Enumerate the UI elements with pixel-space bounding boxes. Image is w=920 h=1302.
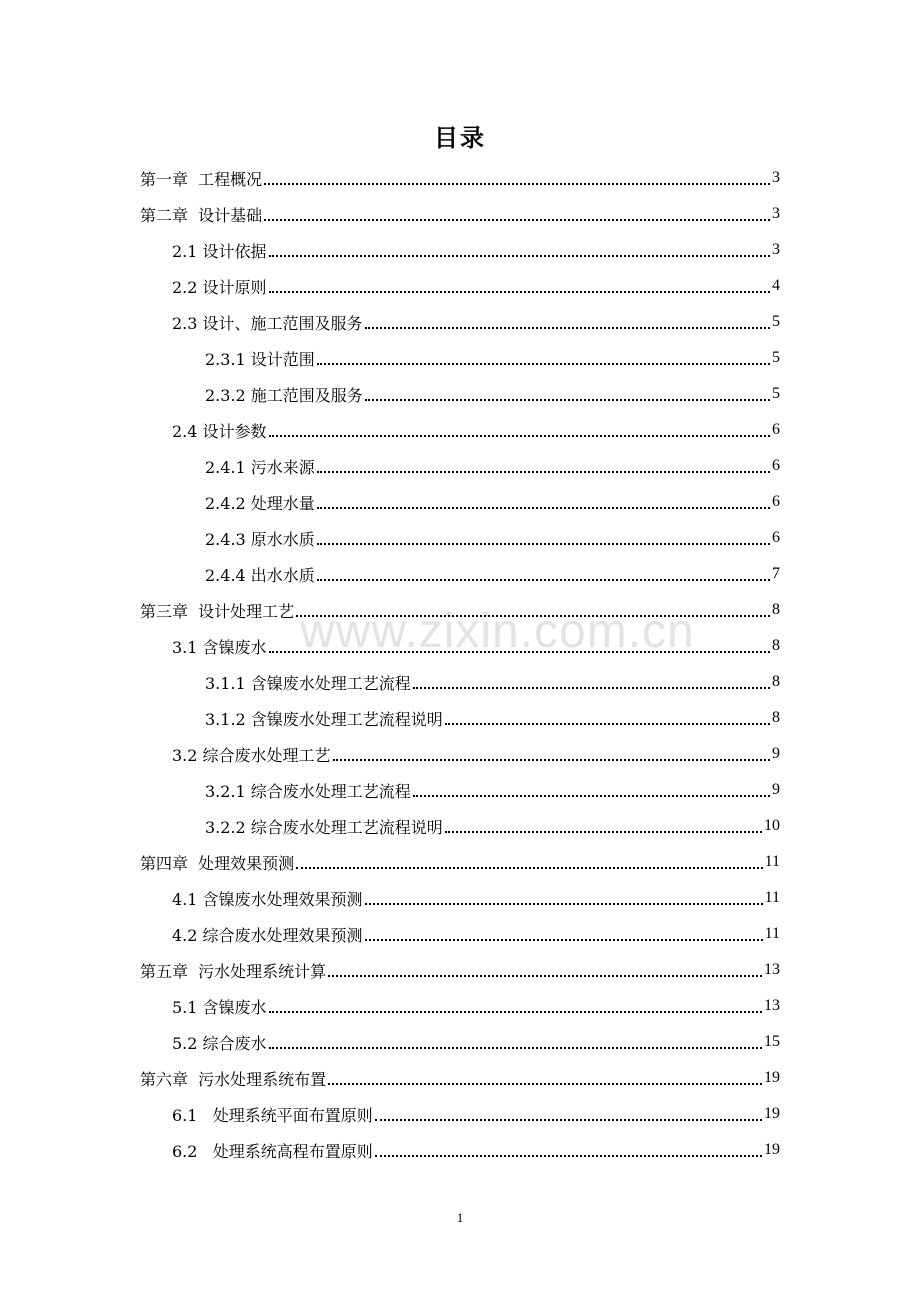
toc-leader <box>375 1155 762 1157</box>
toc-entry[interactable] <box>205 664 780 700</box>
toc-page-number: 6 <box>772 529 780 546</box>
toc-page-number: 8 <box>772 637 780 654</box>
toc-entry[interactable] <box>140 160 780 196</box>
toc-entry-label: 5.2 综合废水 <box>172 1033 267 1053</box>
toc-page-number: 15 <box>764 1033 780 1050</box>
toc-leader <box>269 1011 762 1013</box>
toc-page-number: 4 <box>772 277 780 294</box>
toc-entry[interactable] <box>172 1024 780 1060</box>
toc-entry-label: 2.4.3 原水水质 <box>205 529 315 549</box>
toc-entry[interactable] <box>172 1132 780 1168</box>
toc-leader <box>365 399 770 401</box>
toc-page-number: 5 <box>772 349 780 366</box>
toc-entry[interactable] <box>172 412 780 448</box>
toc-entry[interactable] <box>205 772 780 808</box>
toc-entry[interactable] <box>205 556 780 592</box>
page-number: 1 <box>456 1210 464 1225</box>
toc-leader <box>365 939 763 941</box>
toc-entry[interactable] <box>172 304 780 340</box>
toc-page-number: 9 <box>772 781 780 798</box>
toc-page-number: 11 <box>764 853 780 870</box>
toc-entry[interactable] <box>205 376 780 412</box>
toc-entry-label: 3.2.2 综合废水处理工艺流程说明 <box>205 817 443 837</box>
toc-page-number: 10 <box>764 817 780 834</box>
toc-entry-label: 3.1 含镍废水 <box>172 637 267 657</box>
toc-leader <box>317 507 770 509</box>
toc-page-number: 7 <box>772 565 780 582</box>
toc-entry[interactable] <box>205 808 780 844</box>
toc-entry-label: 2.1 设计依据 <box>172 241 267 261</box>
toc-leader <box>333 759 770 761</box>
toc-entry[interactable] <box>140 1060 780 1096</box>
toc-leader <box>328 975 762 977</box>
toc-entry-label: 2.4.1 污水来源 <box>205 457 315 477</box>
toc-entry-label: 2.4.2 处理水量 <box>205 493 315 513</box>
toc-entry[interactable] <box>172 268 780 304</box>
toc-entry-label: 2.3.1 设计范围 <box>205 349 315 369</box>
toc-entry[interactable] <box>172 628 780 664</box>
toc-page-number: 11 <box>764 889 780 906</box>
toc-entry[interactable] <box>172 988 780 1024</box>
toc-leader <box>296 615 770 617</box>
toc-entry[interactable] <box>205 340 780 376</box>
toc-entry[interactable] <box>205 700 780 736</box>
toc-page-number: 8 <box>772 709 780 726</box>
toc-leader <box>328 1083 762 1085</box>
toc-leader <box>317 471 770 473</box>
toc-page-number: 8 <box>772 601 780 618</box>
toc-entry-label: 第六章 污水处理系统布置 <box>140 1069 327 1089</box>
toc-entry-label: 4.2 综合废水处理效果预测 <box>172 925 363 945</box>
toc-page-number: 11 <box>764 925 780 942</box>
toc-entry[interactable] <box>205 484 780 520</box>
toc-entry-label: 3.1.1 含镍废水处理工艺流程 <box>205 673 411 693</box>
toc-entry[interactable] <box>205 448 780 484</box>
toc-entry[interactable] <box>140 196 780 232</box>
page-title: 目录 <box>434 123 486 152</box>
toc-page-number: 19 <box>764 1069 780 1086</box>
toc-entry-label: 6.2 处理系统高程布置原则 <box>172 1141 373 1161</box>
toc-leader <box>413 795 770 797</box>
toc-leader <box>365 327 770 329</box>
toc-leader <box>269 1047 762 1049</box>
toc-entry-label: 3.2 综合废水处理工艺 <box>172 745 331 765</box>
toc-leader <box>269 291 770 293</box>
toc-entry-label: 6.1 处理系统平面布置原则 <box>172 1105 373 1125</box>
toc-entry-label: 第三章 设计处理工艺 <box>140 601 295 621</box>
toc-page-number: 3 <box>772 241 780 258</box>
toc-leader <box>269 435 770 437</box>
toc-page-number: 13 <box>764 997 780 1014</box>
toc-page-number: 6 <box>772 457 780 474</box>
toc-leader <box>445 723 770 725</box>
toc-page-number: 8 <box>772 673 780 690</box>
toc-page-number: 3 <box>772 205 780 222</box>
toc-page-number: 19 <box>764 1141 780 1158</box>
toc-page-number: 19 <box>764 1105 780 1122</box>
toc-leader <box>375 1119 762 1121</box>
toc-entry-label: 3.1.2 含镍废水处理工艺流程说明 <box>205 709 443 729</box>
toc-entry-label: 5.1 含镍废水 <box>172 997 267 1017</box>
toc-leader <box>264 219 770 221</box>
toc-entry[interactable] <box>172 1096 780 1132</box>
toc-page-number: 13 <box>764 961 780 978</box>
toc-page-number: 6 <box>772 493 780 510</box>
toc-entry-label: 2.4 设计参数 <box>172 421 267 441</box>
toc-leader <box>317 363 770 365</box>
toc-entry[interactable] <box>172 232 780 268</box>
toc-leader <box>365 903 763 905</box>
toc-entry-label: 2.2 设计原则 <box>172 277 267 297</box>
toc-entry-label: 2.3.2 施工范围及服务 <box>205 385 363 405</box>
watermark: www.zixin.com.cn <box>300 605 695 658</box>
toc-leader <box>317 579 770 581</box>
toc-entry-label: 3.2.1 综合废水处理工艺流程 <box>205 781 411 801</box>
toc-entry-label: 2.3 设计、施工范围及服务 <box>172 313 363 333</box>
toc-entry-label: 4.1 含镍废水处理效果预测 <box>172 889 363 909</box>
toc-leader <box>445 831 762 833</box>
toc-page-number: 3 <box>772 169 780 186</box>
toc-leader <box>317 543 770 545</box>
toc-entry[interactable] <box>172 880 780 916</box>
toc-entry[interactable] <box>205 520 780 556</box>
toc-entry[interactable] <box>172 736 780 772</box>
toc-entry-label: 第五章 污水处理系统计算 <box>140 961 327 981</box>
toc-page-number: 5 <box>772 385 780 402</box>
toc-entry-label: 第一章 工程概况 <box>140 169 263 189</box>
toc-page-number: 6 <box>772 421 780 438</box>
toc-entry-label: 第二章 设计基础 <box>140 205 263 225</box>
toc-entry[interactable] <box>172 916 780 952</box>
toc-page-number: 5 <box>772 313 780 330</box>
toc-leader <box>269 651 770 653</box>
toc-leader <box>413 687 770 689</box>
toc-leader <box>296 867 762 869</box>
toc-entry-label: 2.4.4 出水水质 <box>205 565 315 585</box>
toc-entry[interactable] <box>140 952 780 988</box>
toc-leader <box>269 255 770 257</box>
toc-entry-label: 第四章 处理效果预测 <box>140 853 295 873</box>
toc-leader <box>264 183 770 185</box>
toc-page-number: 9 <box>772 745 780 762</box>
toc-entry[interactable] <box>140 592 780 628</box>
toc-entry[interactable] <box>140 844 780 880</box>
